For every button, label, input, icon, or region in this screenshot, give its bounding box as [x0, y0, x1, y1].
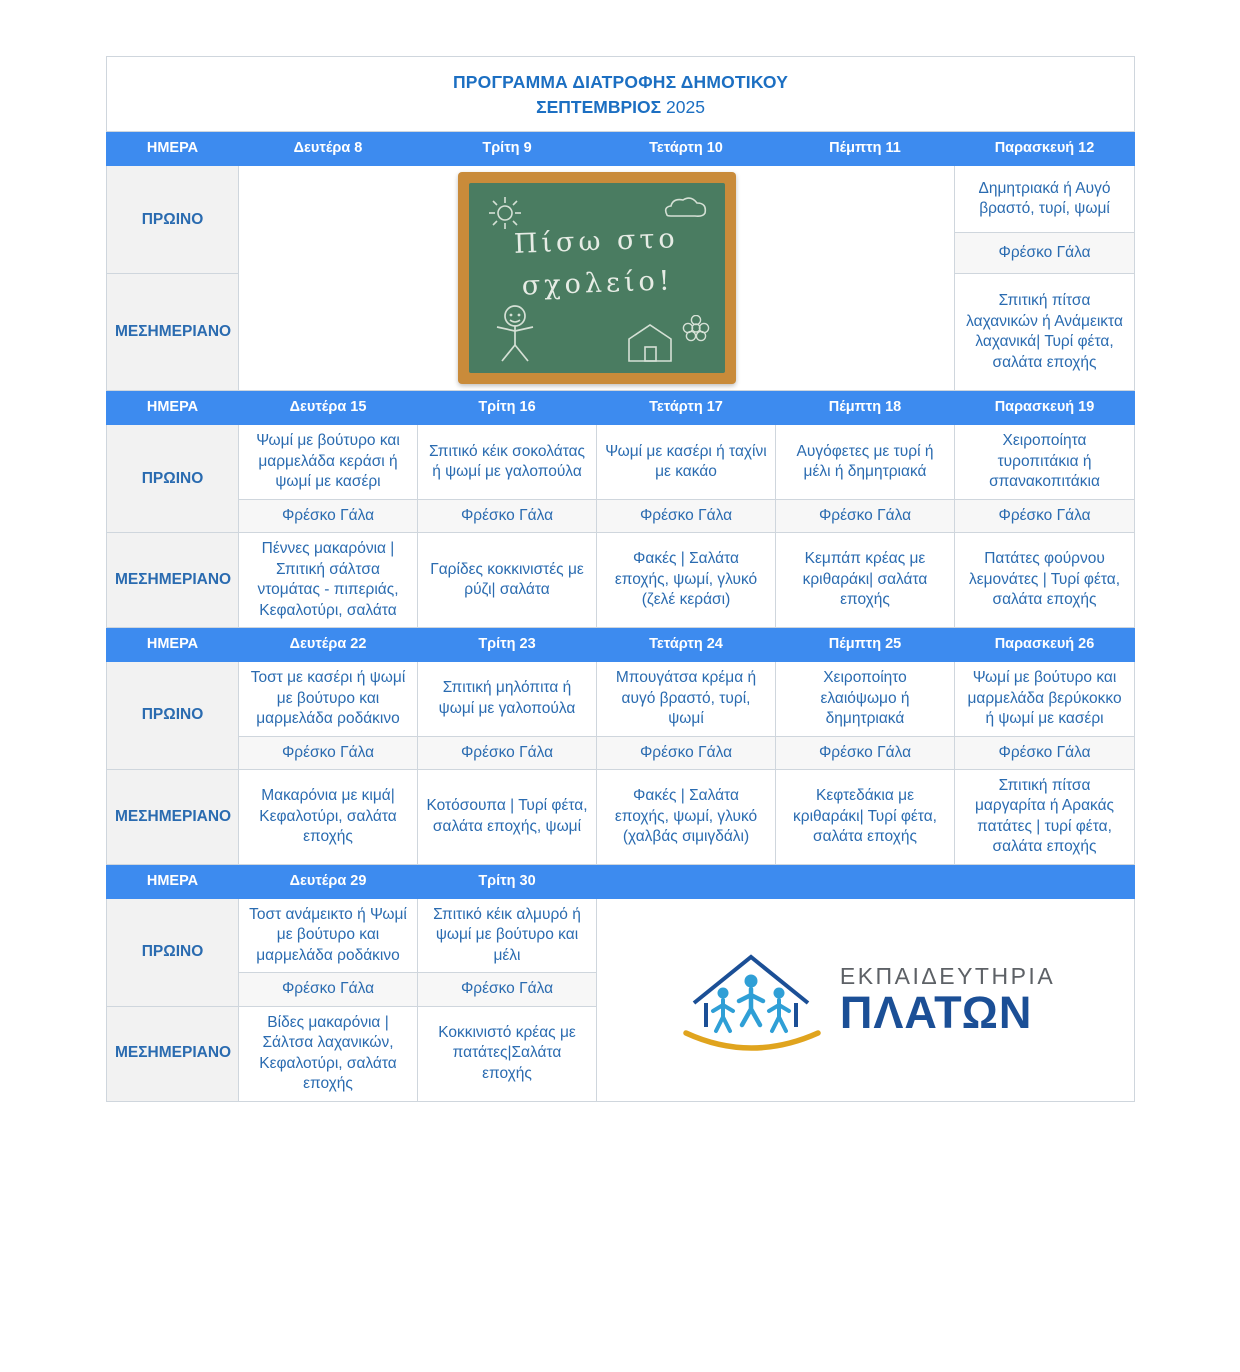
title-row: [107, 57, 1135, 132]
nutrition-program-table: [106, 56, 1135, 1102]
week-3-lunch-row: [107, 770, 1135, 865]
week-3-milk-5: Φρέσκο Γάλα: [955, 736, 1135, 769]
week-1-breakfast-row: [107, 166, 1135, 233]
house-doodle: [621, 321, 679, 365]
week-3-day-5: Παρασκευή 26: [955, 628, 1135, 662]
week-2-day-1: Δευτέρα 15: [239, 391, 418, 425]
flower-doodle: [679, 315, 713, 347]
header-day-label: ΗΜΕΡΑ: [107, 391, 239, 425]
week-2-milk-2: Φρέσκο Γάλα: [418, 499, 597, 532]
week-3-milk-row: [107, 736, 1135, 769]
week-2-breakfast-1: Ψωμί με βούτυρο και μαρμελάδα κεράσι ή ψωμί με κασέρι: [239, 425, 418, 499]
week-1-day-2: Τρίτη 9: [418, 132, 597, 166]
week-3-breakfast-4: Χειροποίητο ελαιόψωμο ή δημητριακά: [776, 662, 955, 736]
week-3-breakfast-1: Τοστ με κασέρι ή ψωμί με βούτυρο και μαρμελάδα ροδάκινο: [239, 662, 418, 736]
week-2-day-3: Τετάρτη 17: [597, 391, 776, 425]
week-3-milk-3: Φρέσκο Γάλα: [597, 736, 776, 769]
week-4-breakfast-1: Τοστ ανάμεικτο ή Ψωμί με βούτυρο και μαρμελάδα ροδάκινο: [239, 898, 418, 972]
chalkboard-illustration-cell: [239, 166, 955, 391]
week-3-lunch-3: Φακές | Σαλάτα εποχής, ψωμί, γλυκό (χαλβάς σιμιγδάλι): [597, 770, 776, 865]
header-day-label: ΗΜΕΡΑ: [107, 132, 239, 166]
chalkboard-line-1: Πίσω στο: [512, 223, 679, 261]
week-4-day-5: [955, 864, 1135, 898]
week-4-lunch-1: Βίδες μακαρόνια |Σάλτσα λαχανικών, Κεφαλοτύρι, σαλάτα εποχής: [239, 1006, 418, 1101]
week-4-breakfast-row: [107, 898, 1135, 972]
week-2-milk-5: Φρέσκο Γάλα: [955, 499, 1135, 532]
week-3-day-1: Δευτέρα 22: [239, 628, 418, 662]
week-4-day-3: [597, 864, 776, 898]
week-2-lunch-label: ΜΕΣΗΜΕΡΙΑΝΟ: [107, 533, 239, 628]
week-2-lunch-1: Πέννες μακαρόνια |Σπιτική σάλτσα ντομάτας - πιπεριάς, Κεφαλοτύρι, σαλάτα: [239, 533, 418, 628]
week-4-day-1: Δευτέρα 29: [239, 864, 418, 898]
week-3-lunch-label: ΜΕΣΗΜΕΡΙΑΝΟ: [107, 770, 239, 865]
week-3-breakfast-label: ΠΡΩΙΝΟ: [107, 662, 239, 770]
logo-top-text: ΕΚΠΑΙΔΕΥΤΗΡΙΑ: [839, 962, 1056, 989]
week-3-lunch-1: Μακαρόνια με κιμά| Κεφαλοτύρι, σαλάτα εποχής: [239, 770, 418, 865]
week-4-day-4: [776, 864, 955, 898]
week-3-day-3: Τετάρτη 24: [597, 628, 776, 662]
week-2-breakfast-5: Χειροποίητα τυροπιτάκια ή σπανακοπιτάκια: [955, 425, 1135, 499]
week-2-breakfast-label: ΠΡΩΙΝΟ: [107, 425, 239, 533]
week-3-milk-2: Φρέσκο Γάλα: [418, 736, 597, 769]
chalkboard-line-2: σχολείο!: [520, 265, 674, 302]
week-2-lunch-row: [107, 533, 1135, 628]
week-2-lunch-3: Φακές | Σαλάτα εποχής, ψωμί, γλυκό (ζελέ κεράσι): [597, 533, 776, 628]
week-4-header-row: [107, 864, 1135, 898]
week-2-milk-3: Φρέσκο Γάλα: [597, 499, 776, 532]
week-2-milk-row: [107, 499, 1135, 532]
header-day-label: ΗΜΕΡΑ: [107, 628, 239, 662]
week-2-breakfast-3: Ψωμί με κασέρι ή ταχίνι με κακάο: [597, 425, 776, 499]
week-2-breakfast-2: Σπιτικό κέικ σοκολάτας ή ψωμί με γαλοπούλα: [418, 425, 597, 499]
week-4-milk-1: Φρέσκο Γάλα: [239, 973, 418, 1006]
week-4-lunch-label: ΜΕΣΗΜΕΡΙΑΝΟ: [107, 1006, 239, 1101]
week-1-day-4: Πέμπτη 11: [776, 132, 955, 166]
week-2-day-4: Πέμπτη 18: [776, 391, 955, 425]
week-2-milk-4: Φρέσκο Γάλα: [776, 499, 955, 532]
week-1-day-3: Τετάρτη 10: [597, 132, 776, 166]
week-4-day-2: Τρίτη 30: [418, 864, 597, 898]
week-2-lunch-5: Πατάτες φούρνου λεμονάτες | Τυρί φέτα, σαλάτα εποχής: [955, 533, 1135, 628]
chalkboard: [458, 172, 736, 384]
week-3-lunch-2: Κοτόσουπα | Τυρί φέτα, σαλάτα εποχής, ψωμί: [418, 770, 597, 865]
title-line-1: ΠΡΟΓΡΑΜΜΑ ΔΙΑΤΡΟΦΗΣ ΔΗΜΟΤΙΚΟΥ: [452, 72, 789, 92]
week-4-lunch-2: Κοκκινιστό κρέας με πατάτες|Σαλάτα εποχής: [418, 1006, 597, 1101]
week-1-day-5: Παρασκευή 12: [955, 132, 1135, 166]
week-3-header-row: [107, 628, 1135, 662]
week-2-day-5: Παρασκευή 19: [955, 391, 1135, 425]
title-line-2: [115, 96, 1126, 119]
week-3-milk-4: Φρέσκο Γάλα: [776, 736, 955, 769]
week-3-breakfast-row: [107, 662, 1135, 736]
platon-logo-icon: [676, 941, 826, 1059]
header-day-label: ΗΜΕΡΑ: [107, 864, 239, 898]
logo-bottom-text: ΠΛΑΤΩΝ: [839, 986, 1033, 1038]
week-1-milk-5: Φρέσκο Γάλα: [955, 232, 1135, 273]
title-month: ΣΕΠΤΕΜΒΡΙΟΣ: [536, 97, 662, 118]
week-1-day-1: Δευτέρα 8: [239, 132, 418, 166]
title-year: 2025: [666, 97, 705, 118]
week-3-day-4: Πέμπτη 25: [776, 628, 955, 662]
week-2-breakfast-4: Αυγόφετες με τυρί ή μέλι ή δημητριακά: [776, 425, 955, 499]
week-2-header-row: [107, 391, 1135, 425]
week-4-milk-2: Φρέσκο Γάλα: [418, 973, 597, 1006]
page-title: [107, 57, 1135, 132]
week-3-milk-1: Φρέσκο Γάλα: [239, 736, 418, 769]
week-3-breakfast-2: Σπιτική μηλόπιτα ή ψωμί με γαλοπούλα: [418, 662, 597, 736]
week-4-breakfast-label: ΠΡΩΙΝΟ: [107, 898, 239, 1006]
week-2-lunch-2: Γαρίδες κοκκινιστές με ρύζι| σαλάτα: [418, 533, 597, 628]
week-1-breakfast-label: ΠΡΩΙΝΟ: [107, 166, 239, 274]
child-doodle: [487, 303, 543, 365]
week-3-breakfast-3: Μπουγάτσα κρέμα ή αυγό βραστό, τυρί, ψωμί: [597, 662, 776, 736]
week-3-breakfast-5: Ψωμί με βούτυρο και μαρμελάδα βερύκοκκο ή ψωμί με κασέρι: [955, 662, 1135, 736]
week-4-breakfast-2: Σπιτικό κέικ αλμυρό ή ψωμί με βούτυρο και μέλι: [418, 898, 597, 972]
week-2-milk-1: Φρέσκο Γάλα: [239, 499, 418, 532]
week-1-breakfast-5: Δημητριακά ή Αυγό βραστό, τυρί, ψωμί: [955, 166, 1135, 233]
week-1-lunch-5: Σπιτική πίτσα λαχανικών ή Ανάμεικτα λαχανικά| Τυρί φέτα, σαλάτα εποχής: [955, 274, 1135, 391]
week-2-breakfast-row: [107, 425, 1135, 499]
school-logo-cell: [597, 898, 1135, 1101]
week-1-lunch-label: ΜΕΣΗΜΕΡΙΑΝΟ: [107, 274, 239, 391]
week-2-lunch-4: Κεμπάπ κρέας με κριθαράκι| σαλάτα εποχής: [776, 533, 955, 628]
chalkboard-text: [469, 217, 725, 310]
week-2-day-2: Τρίτη 16: [418, 391, 597, 425]
week-3-day-2: Τρίτη 23: [418, 628, 597, 662]
week-1-header-row: [107, 132, 1135, 166]
week-3-lunch-5: Σπιτική πίτσα μαργαρίτα ή Αρακάς πατάτες | τυρί φέτα, σαλάτα εποχής: [955, 770, 1135, 865]
week-3-lunch-4: Κεφτεδάκια με κριθαράκι| Τυρί φέτα, σαλάτα εποχής: [776, 770, 955, 865]
